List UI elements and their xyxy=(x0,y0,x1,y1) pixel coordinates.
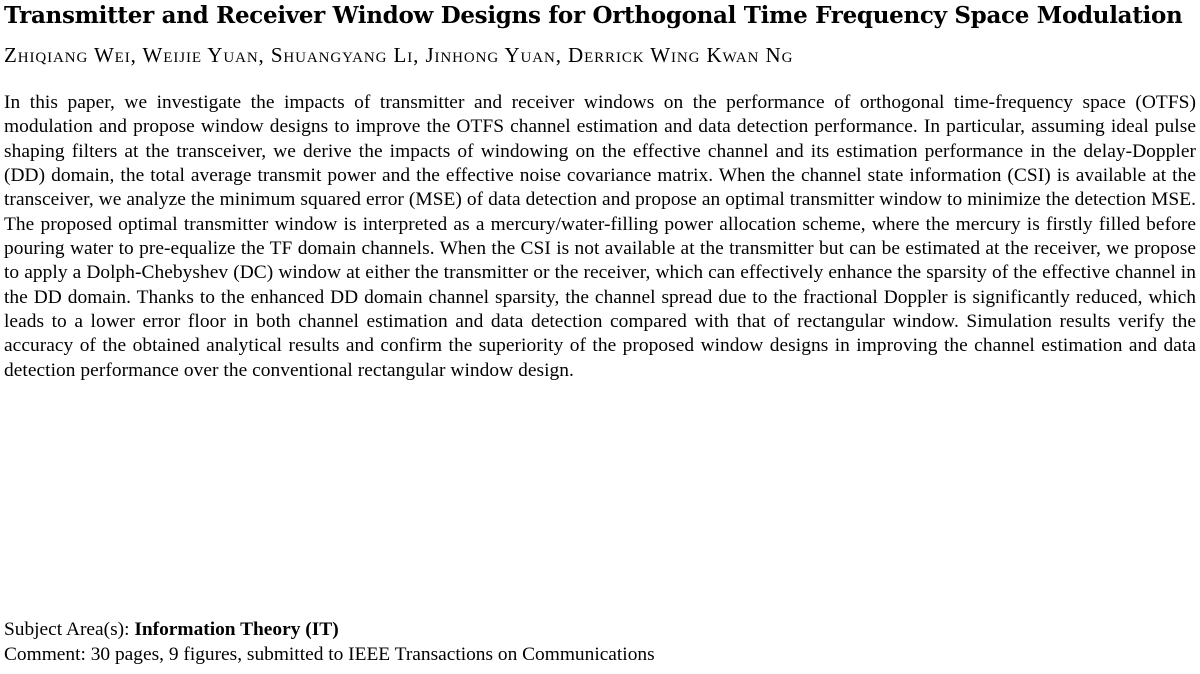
paper-meta xyxy=(4,617,655,667)
subject-area-line xyxy=(4,617,655,642)
subject-area-label: Subject Area(s): xyxy=(4,619,130,640)
comment-value: 30 pages, 9 figures, submitted to IEEE Transactions on Communications xyxy=(90,644,655,665)
paper-page xyxy=(4,0,1196,383)
paper-authors: Zhiqiang Wei, Weijie Yuan, Shuangyang Li, Jinhong Yuan, Derrick Wing Kwan Ng xyxy=(4,43,794,67)
subject-area-value: Information Theory (IT) xyxy=(134,619,339,640)
paper-title: Transmitter and Receiver Window Designs for Orthogonal Time Frequency Space Modulation xyxy=(4,2,1183,29)
paper-abstract: In this paper, we investigate the impacts of transmitter and receiver windows on the performance of orthogonal time-frequency space (OTFS) modulation and propose window designs to improve the OTFS channel estimation and data detection performance. In particular, assuming ideal pulse shaping filters at the transceiver, we derive the impacts of windowing on the effective channel and its estimation performance in the delay-Doppler (DD) domain, the total average transmit power and the effective noise covariance matrix. When the channel state information (CSI) is available at the transceiver, we analyze the minimum squared error (MSE) of data detection and propose an optimal transmitter window to minimize the detection MSE. The proposed optimal transmitter window is interpreted as a mercury/water-filling power allocation scheme, where the mercury is firstly filled before pouring water to pre-equalize the TF domain channels. When the CSI is not available at the transmitter but can be estimated at the receiver, we propose to apply a Dolph-Chebyshev (DC) window at either the transmitter or the receiver, which can effectively enhance the sparsity of the effective channel in the DD domain. Thanks to the enhanced DD domain channel sparsity, the channel spread due to the fractional Doppler is significantly reduced, which leads to a lower error floor in both channel estimation and data detection compared with that of rectangular window. Simulation results verify the accuracy of the obtained analytical results and confirm the superiority of the proposed window designs in improving the channel estimation and data detection performance over the conventional rectangular window design. xyxy=(4,92,1196,381)
comment-label: Comment: xyxy=(4,644,86,665)
comment-line xyxy=(4,642,655,667)
